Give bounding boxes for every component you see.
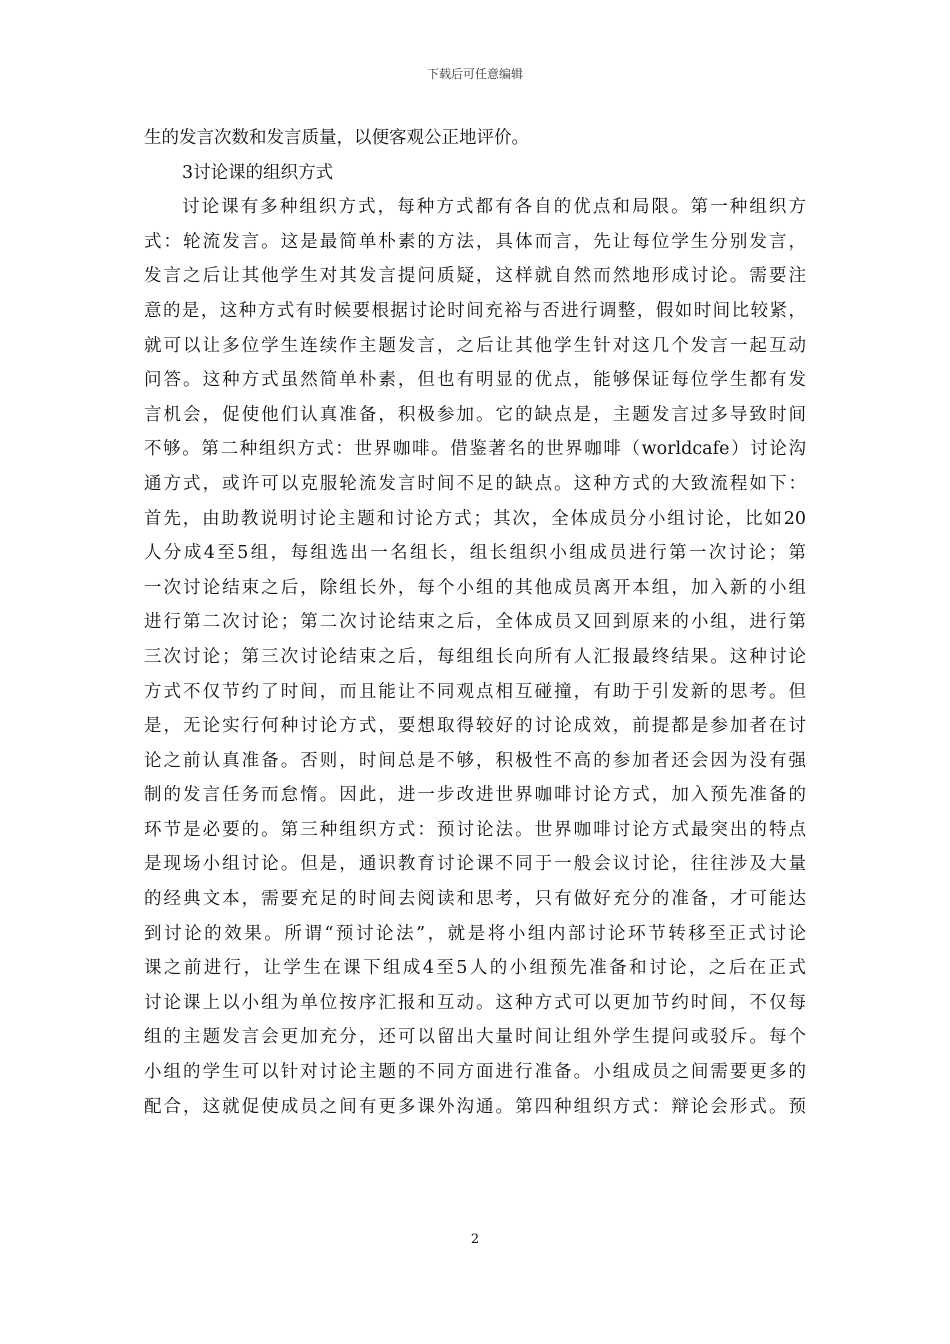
document-body xyxy=(144,121,806,1124)
paragraph-line: 是，无论实行何种讨论方式，要想取得较好的讨论成效，前提都是参加者在讨 xyxy=(144,716,806,737)
paragraph-line: 问答。这种方式虽然简单朴素，但也有明显的优点，能够保证每位学生都有发 xyxy=(144,370,806,391)
paragraph-line: 论之前认真准备。否则，时间总是不够，积极性不高的参加者还会因为没有强 xyxy=(144,750,806,771)
paragraph-line: 就可以让多位学生连续作主题发言，之后让其他学生针对这几个发言一起互动 xyxy=(144,335,806,356)
paragraph-line: 组的主题发言会更加充分，还可以留出大量时间让组外学生提问或驳斥。每个 xyxy=(144,1027,806,1048)
paragraph-line: 方式不仅节约了时间，而且能让不同观点相互碰撞，有助于引发新的思考。但 xyxy=(144,681,806,702)
paragraph-line: 制的发言任务而怠惰。因此，进一步改进世界咖啡讨论方式，加入预先准备的 xyxy=(144,785,806,806)
paragraph-line: 课之前进行，让学生在课下组成4至5人的小组预先准备和讨论，之后在正式 xyxy=(144,958,806,979)
paragraph-line: 小组的学生可以针对讨论主题的不同方面进行准备。小组成员之间需要更多的 xyxy=(144,1062,806,1083)
paragraph-line: 首先，由助教说明讨论主题和讨论方式；其次，全体成员分小组讨论，比如20 xyxy=(144,508,806,529)
paragraph-line: 三次讨论；第三次讨论结束之后，每组组长向所有人汇报最终结果。这种讨论 xyxy=(144,646,806,667)
paragraph-line: 进行第二次讨论；第二次讨论结束之后，全体成员又回到原来的小组，进行第 xyxy=(144,612,806,633)
paragraph-line: 的经典文本，需要充足的时间去阅读和思考，只有做好充分的准备，才可能达 xyxy=(144,889,806,910)
paragraph-line: 言机会，促使他们认真准备，积极参加。它的缺点是，主题发言过多导致时间 xyxy=(144,404,806,425)
paragraph-line: 人分成4至5组，每组选出一名组长，组长组织小组成员进行第一次讨论；第 xyxy=(144,543,806,564)
paragraph-line: 一次讨论结束之后，除组长外，每个小组的其他成员离开本组，加入新的小组 xyxy=(144,577,806,598)
paragraph-line: 发言之后让其他学生对其发言提问质疑，这样就自然而然地形成讨论。需要注 xyxy=(144,266,806,287)
paragraph-line: 式：轮流发言。这是最简单朴素的方法，具体而言，先让每位学生分别发言， xyxy=(144,231,806,252)
paragraph xyxy=(144,190,806,1124)
paragraph-line: 是现场小组讨论。但是，通识教育讨论课不同于一般会议讨论，往往涉及大量 xyxy=(144,854,806,875)
intro-line: 生的发言次数和发言质量，以便客观公正地评价。 xyxy=(144,128,529,148)
paragraph-line: 意的是，这种方式有时候要根据讨论时间充裕与否进行调整，假如时间比较紧， xyxy=(144,300,806,321)
paragraph-line: 讨论课上以小组为单位按序汇报和互动。这种方式可以更加节约时间，不仅每 xyxy=(144,992,806,1013)
paragraph-line: 配合，这就促使成员之间有更多课外沟通。第四种组织方式：辩论会形式。预 xyxy=(144,1096,806,1117)
paragraph-line: 不够。第二种组织方式：世界咖啡。借鉴著名的世界咖啡（worldcafe）讨论沟 xyxy=(144,439,806,460)
page-header: 下载后可任意编辑 xyxy=(426,67,523,81)
paragraph-line: 讨论课有多种组织方式，每种方式都有各自的优点和局限。第一种组织方 xyxy=(182,197,806,218)
page-number: 2 xyxy=(470,1232,480,1247)
paragraph-line: 到讨论的效果。所谓“预讨论法”，就是将小组内部讨论环节转移至正式讨论 xyxy=(144,923,806,944)
paragraph-line: 环节是必要的。第三种组织方式：预讨论法。世界咖啡讨论方式最突出的特点 xyxy=(144,819,806,840)
paragraph-line: 通方式，或许可以克服轮流发言时间不足的缺点。这种方式的大致流程如下： xyxy=(144,473,806,494)
section-heading: 3讨论课的组织方式 xyxy=(182,162,334,183)
